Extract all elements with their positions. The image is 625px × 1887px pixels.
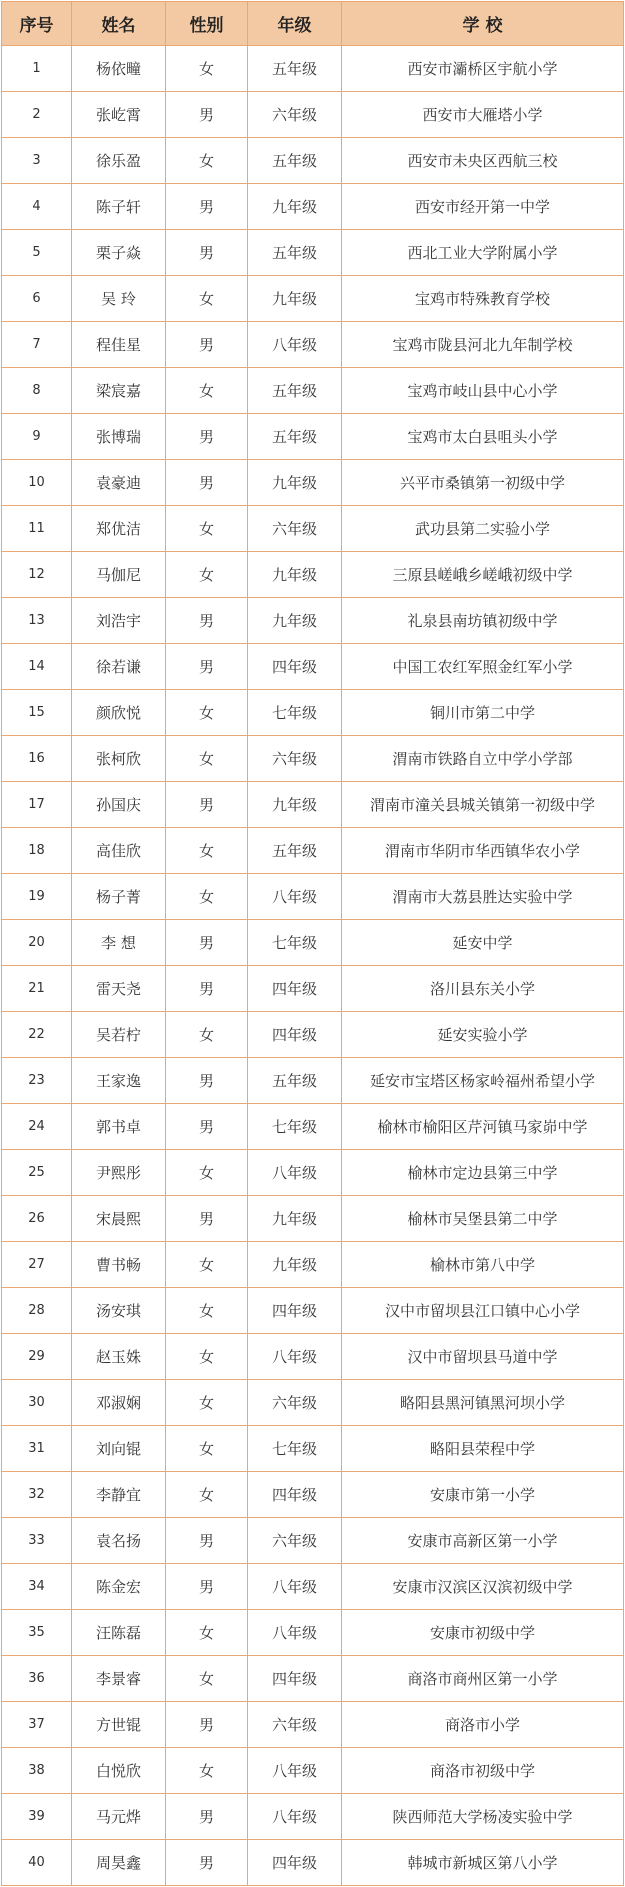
header-grade: 年级 bbox=[248, 2, 342, 46]
cell-school: 榆林市榆阳区芹河镇马家峁中学 bbox=[342, 1104, 624, 1150]
cell-no: 30 bbox=[2, 1380, 72, 1426]
cell-no: 29 bbox=[2, 1334, 72, 1380]
cell-no: 5 bbox=[2, 230, 72, 276]
cell-school: 宝鸡市陇县河北九年制学校 bbox=[342, 322, 624, 368]
header-name: 姓名 bbox=[72, 2, 166, 46]
cell-no: 35 bbox=[2, 1610, 72, 1656]
cell-grade: 六年级 bbox=[248, 1702, 342, 1748]
cell-name: 李 想 bbox=[72, 920, 166, 966]
cell-name: 袁豪迪 bbox=[72, 460, 166, 506]
cell-gender: 男 bbox=[166, 782, 248, 828]
cell-gender: 男 bbox=[166, 414, 248, 460]
header-gender: 性别 bbox=[166, 2, 248, 46]
cell-school: 宝鸡市岐山县中心小学 bbox=[342, 368, 624, 414]
cell-name: 刘向锟 bbox=[72, 1426, 166, 1472]
cell-gender: 男 bbox=[166, 1196, 248, 1242]
cell-gender: 男 bbox=[166, 184, 248, 230]
cell-school: 商洛市小学 bbox=[342, 1702, 624, 1748]
cell-name: 栗子焱 bbox=[72, 230, 166, 276]
cell-school: 武功县第二实验小学 bbox=[342, 506, 624, 552]
cell-gender: 男 bbox=[166, 460, 248, 506]
cell-school: 略阳县黑河镇黑河坝小学 bbox=[342, 1380, 624, 1426]
table-row bbox=[2, 1702, 624, 1748]
cell-grade: 六年级 bbox=[248, 1380, 342, 1426]
cell-no: 15 bbox=[2, 690, 72, 736]
table-row bbox=[2, 1564, 624, 1610]
cell-name: 李景睿 bbox=[72, 1656, 166, 1702]
cell-no: 32 bbox=[2, 1472, 72, 1518]
table-row bbox=[2, 1840, 624, 1886]
cell-gender: 男 bbox=[166, 920, 248, 966]
cell-grade: 五年级 bbox=[248, 1058, 342, 1104]
cell-no: 24 bbox=[2, 1104, 72, 1150]
table-row bbox=[2, 828, 624, 874]
cell-name: 汤安琪 bbox=[72, 1288, 166, 1334]
cell-no: 7 bbox=[2, 322, 72, 368]
cell-name: 张屹霄 bbox=[72, 92, 166, 138]
student-roster-table bbox=[1, 1, 624, 1886]
table-row bbox=[2, 736, 624, 782]
cell-gender: 男 bbox=[166, 1564, 248, 1610]
cell-gender: 男 bbox=[166, 92, 248, 138]
cell-name: 颜欣悦 bbox=[72, 690, 166, 736]
cell-name: 孙国庆 bbox=[72, 782, 166, 828]
cell-school: 榆林市吴堡县第二中学 bbox=[342, 1196, 624, 1242]
cell-gender: 女 bbox=[166, 1242, 248, 1288]
cell-school: 汉中市留坝县马道中学 bbox=[342, 1334, 624, 1380]
cell-no: 1 bbox=[2, 46, 72, 92]
cell-name: 郭书卓 bbox=[72, 1104, 166, 1150]
table-row bbox=[2, 966, 624, 1012]
cell-grade: 九年级 bbox=[248, 598, 342, 644]
cell-gender: 女 bbox=[166, 1748, 248, 1794]
cell-name: 张博瑞 bbox=[72, 414, 166, 460]
cell-name: 程佳星 bbox=[72, 322, 166, 368]
cell-grade: 四年级 bbox=[248, 644, 342, 690]
cell-gender: 男 bbox=[166, 322, 248, 368]
cell-name: 宋晨熙 bbox=[72, 1196, 166, 1242]
cell-no: 14 bbox=[2, 644, 72, 690]
cell-grade: 四年级 bbox=[248, 1012, 342, 1058]
table-body bbox=[2, 46, 624, 1886]
cell-school: 西安市未央区西航三校 bbox=[342, 138, 624, 184]
cell-gender: 女 bbox=[166, 1334, 248, 1380]
cell-grade: 九年级 bbox=[248, 460, 342, 506]
cell-gender: 女 bbox=[166, 1012, 248, 1058]
cell-grade: 六年级 bbox=[248, 1518, 342, 1564]
table-row bbox=[2, 874, 624, 920]
table-row bbox=[2, 506, 624, 552]
cell-gender: 男 bbox=[166, 230, 248, 276]
cell-name: 刘浩宇 bbox=[72, 598, 166, 644]
cell-no: 36 bbox=[2, 1656, 72, 1702]
table-row bbox=[2, 1150, 624, 1196]
cell-grade: 八年级 bbox=[248, 322, 342, 368]
cell-name: 雷天尧 bbox=[72, 966, 166, 1012]
table-row bbox=[2, 1380, 624, 1426]
cell-school: 渭南市铁路自立中学小学部 bbox=[342, 736, 624, 782]
cell-school: 洛川县东关小学 bbox=[342, 966, 624, 1012]
cell-no: 19 bbox=[2, 874, 72, 920]
cell-no: 20 bbox=[2, 920, 72, 966]
cell-name: 赵玉姝 bbox=[72, 1334, 166, 1380]
table-row bbox=[2, 1196, 624, 1242]
cell-no: 8 bbox=[2, 368, 72, 414]
table-row bbox=[2, 1610, 624, 1656]
cell-grade: 四年级 bbox=[248, 966, 342, 1012]
cell-name: 邓淑娴 bbox=[72, 1380, 166, 1426]
cell-gender: 女 bbox=[166, 1380, 248, 1426]
header-row bbox=[2, 2, 624, 46]
cell-name: 吴若柠 bbox=[72, 1012, 166, 1058]
cell-gender: 女 bbox=[166, 138, 248, 184]
cell-grade: 八年级 bbox=[248, 874, 342, 920]
cell-school: 西安市经开第一中学 bbox=[342, 184, 624, 230]
table-row bbox=[2, 644, 624, 690]
table-row bbox=[2, 230, 624, 276]
cell-name: 梁宸嘉 bbox=[72, 368, 166, 414]
cell-grade: 八年级 bbox=[248, 1794, 342, 1840]
cell-gender: 男 bbox=[166, 1794, 248, 1840]
table-row bbox=[2, 1656, 624, 1702]
cell-school: 西安市灞桥区宇航小学 bbox=[342, 46, 624, 92]
cell-school: 陕西师范大学杨凌实验中学 bbox=[342, 1794, 624, 1840]
cell-grade: 八年级 bbox=[248, 1610, 342, 1656]
cell-no: 21 bbox=[2, 966, 72, 1012]
cell-school: 商洛市初级中学 bbox=[342, 1748, 624, 1794]
cell-school: 宝鸡市太白县咀头小学 bbox=[342, 414, 624, 460]
cell-no: 11 bbox=[2, 506, 72, 552]
cell-name: 郑优洁 bbox=[72, 506, 166, 552]
cell-gender: 男 bbox=[166, 644, 248, 690]
cell-name: 吴 玲 bbox=[72, 276, 166, 322]
table-row bbox=[2, 552, 624, 598]
cell-no: 34 bbox=[2, 1564, 72, 1610]
cell-gender: 女 bbox=[166, 1426, 248, 1472]
cell-school: 西安市大雁塔小学 bbox=[342, 92, 624, 138]
cell-name: 杨子菁 bbox=[72, 874, 166, 920]
cell-grade: 五年级 bbox=[248, 230, 342, 276]
cell-school: 安康市汉滨区汉滨初级中学 bbox=[342, 1564, 624, 1610]
cell-grade: 六年级 bbox=[248, 506, 342, 552]
cell-gender: 女 bbox=[166, 1656, 248, 1702]
cell-gender: 男 bbox=[166, 1104, 248, 1150]
table-row bbox=[2, 1058, 624, 1104]
cell-no: 16 bbox=[2, 736, 72, 782]
cell-grade: 四年级 bbox=[248, 1288, 342, 1334]
cell-school: 略阳县荣程中学 bbox=[342, 1426, 624, 1472]
cell-grade: 六年级 bbox=[248, 92, 342, 138]
cell-grade: 七年级 bbox=[248, 690, 342, 736]
cell-gender: 女 bbox=[166, 874, 248, 920]
cell-gender: 男 bbox=[166, 966, 248, 1012]
table-row bbox=[2, 322, 624, 368]
cell-school: 延安中学 bbox=[342, 920, 624, 966]
cell-name: 袁名扬 bbox=[72, 1518, 166, 1564]
cell-grade: 五年级 bbox=[248, 46, 342, 92]
table-row bbox=[2, 1242, 624, 1288]
cell-grade: 八年级 bbox=[248, 1334, 342, 1380]
cell-gender: 男 bbox=[166, 1840, 248, 1886]
cell-no: 13 bbox=[2, 598, 72, 644]
cell-no: 22 bbox=[2, 1012, 72, 1058]
cell-gender: 男 bbox=[166, 1702, 248, 1748]
table-row bbox=[2, 1334, 624, 1380]
cell-grade: 九年级 bbox=[248, 184, 342, 230]
cell-gender: 女 bbox=[166, 828, 248, 874]
cell-no: 3 bbox=[2, 138, 72, 184]
cell-school: 渭南市潼关县城关镇第一初级中学 bbox=[342, 782, 624, 828]
cell-no: 6 bbox=[2, 276, 72, 322]
cell-no: 27 bbox=[2, 1242, 72, 1288]
cell-school: 渭南市大荔县胜达实验中学 bbox=[342, 874, 624, 920]
cell-no: 28 bbox=[2, 1288, 72, 1334]
cell-name: 马伽尼 bbox=[72, 552, 166, 598]
table-row bbox=[2, 46, 624, 92]
cell-no: 18 bbox=[2, 828, 72, 874]
cell-grade: 七年级 bbox=[248, 1426, 342, 1472]
table-row bbox=[2, 1104, 624, 1150]
cell-grade: 五年级 bbox=[248, 828, 342, 874]
table-row bbox=[2, 138, 624, 184]
cell-name: 马元烨 bbox=[72, 1794, 166, 1840]
cell-grade: 四年级 bbox=[248, 1840, 342, 1886]
table-header bbox=[2, 2, 624, 46]
cell-name: 杨依疃 bbox=[72, 46, 166, 92]
cell-no: 2 bbox=[2, 92, 72, 138]
cell-no: 26 bbox=[2, 1196, 72, 1242]
cell-gender: 男 bbox=[166, 598, 248, 644]
cell-school: 宝鸡市特殊教育学校 bbox=[342, 276, 624, 322]
cell-name: 白悦欣 bbox=[72, 1748, 166, 1794]
cell-no: 25 bbox=[2, 1150, 72, 1196]
cell-gender: 男 bbox=[166, 1518, 248, 1564]
cell-gender: 女 bbox=[166, 1472, 248, 1518]
cell-gender: 女 bbox=[166, 368, 248, 414]
cell-name: 徐乐盈 bbox=[72, 138, 166, 184]
table-row bbox=[2, 1518, 624, 1564]
table-row bbox=[2, 184, 624, 230]
cell-grade: 八年级 bbox=[248, 1564, 342, 1610]
cell-school: 铜川市第二中学 bbox=[342, 690, 624, 736]
cell-school: 安康市高新区第一小学 bbox=[342, 1518, 624, 1564]
cell-school: 兴平市桑镇第一初级中学 bbox=[342, 460, 624, 506]
cell-grade: 八年级 bbox=[248, 1150, 342, 1196]
cell-name: 张柯欣 bbox=[72, 736, 166, 782]
cell-school: 延安市宝塔区杨家岭福州希望小学 bbox=[342, 1058, 624, 1104]
cell-name: 周昊鑫 bbox=[72, 1840, 166, 1886]
cell-no: 37 bbox=[2, 1702, 72, 1748]
cell-gender: 女 bbox=[166, 1150, 248, 1196]
cell-name: 王家逸 bbox=[72, 1058, 166, 1104]
cell-name: 陈子轩 bbox=[72, 184, 166, 230]
cell-gender: 女 bbox=[166, 506, 248, 552]
cell-no: 39 bbox=[2, 1794, 72, 1840]
cell-grade: 九年级 bbox=[248, 1242, 342, 1288]
table-row bbox=[2, 414, 624, 460]
table-row bbox=[2, 368, 624, 414]
cell-no: 17 bbox=[2, 782, 72, 828]
cell-gender: 女 bbox=[166, 46, 248, 92]
cell-no: 10 bbox=[2, 460, 72, 506]
table-row bbox=[2, 782, 624, 828]
cell-name: 徐若谦 bbox=[72, 644, 166, 690]
cell-no: 12 bbox=[2, 552, 72, 598]
cell-grade: 七年级 bbox=[248, 1104, 342, 1150]
cell-school: 礼泉县南坊镇初级中学 bbox=[342, 598, 624, 644]
cell-gender: 女 bbox=[166, 690, 248, 736]
table-row bbox=[2, 1288, 624, 1334]
cell-gender: 女 bbox=[166, 552, 248, 598]
cell-school: 延安实验小学 bbox=[342, 1012, 624, 1058]
cell-gender: 女 bbox=[166, 276, 248, 322]
cell-name: 方世锟 bbox=[72, 1702, 166, 1748]
cell-school: 汉中市留坝县江口镇中心小学 bbox=[342, 1288, 624, 1334]
cell-grade: 四年级 bbox=[248, 1472, 342, 1518]
table-row bbox=[2, 690, 624, 736]
table-row bbox=[2, 1472, 624, 1518]
cell-school: 商洛市商州区第一小学 bbox=[342, 1656, 624, 1702]
table-row bbox=[2, 460, 624, 506]
table-row bbox=[2, 920, 624, 966]
cell-school: 安康市初级中学 bbox=[342, 1610, 624, 1656]
cell-no: 23 bbox=[2, 1058, 72, 1104]
header-no: 序号 bbox=[2, 2, 72, 46]
cell-no: 38 bbox=[2, 1748, 72, 1794]
table-row bbox=[2, 1012, 624, 1058]
cell-gender: 女 bbox=[166, 1288, 248, 1334]
cell-grade: 六年级 bbox=[248, 736, 342, 782]
table-row bbox=[2, 1426, 624, 1472]
cell-no: 33 bbox=[2, 1518, 72, 1564]
cell-school: 渭南市华阴市华西镇华农小学 bbox=[342, 828, 624, 874]
cell-school: 韩城市新城区第八小学 bbox=[342, 1840, 624, 1886]
table-row bbox=[2, 276, 624, 322]
cell-name: 高佳欣 bbox=[72, 828, 166, 874]
cell-no: 4 bbox=[2, 184, 72, 230]
cell-grade: 九年级 bbox=[248, 276, 342, 322]
cell-no: 40 bbox=[2, 1840, 72, 1886]
table-row bbox=[2, 598, 624, 644]
cell-name: 陈金宏 bbox=[72, 1564, 166, 1610]
table-row bbox=[2, 1748, 624, 1794]
cell-grade: 五年级 bbox=[248, 368, 342, 414]
cell-name: 曹书畅 bbox=[72, 1242, 166, 1288]
cell-school: 中国工农红军照金红军小学 bbox=[342, 644, 624, 690]
cell-no: 31 bbox=[2, 1426, 72, 1472]
table-row bbox=[2, 92, 624, 138]
cell-school: 榆林市第八中学 bbox=[342, 1242, 624, 1288]
cell-gender: 男 bbox=[166, 1058, 248, 1104]
cell-grade: 九年级 bbox=[248, 782, 342, 828]
cell-school: 榆林市定边县第三中学 bbox=[342, 1150, 624, 1196]
cell-grade: 四年级 bbox=[248, 1656, 342, 1702]
cell-gender: 女 bbox=[166, 1610, 248, 1656]
cell-school: 西北工业大学附属小学 bbox=[342, 230, 624, 276]
header-school: 学 校 bbox=[342, 2, 624, 46]
cell-grade: 九年级 bbox=[248, 552, 342, 598]
cell-school: 三原县嵯峨乡嵯峨初级中学 bbox=[342, 552, 624, 598]
cell-gender: 女 bbox=[166, 736, 248, 782]
cell-grade: 五年级 bbox=[248, 138, 342, 184]
cell-school: 安康市第一小学 bbox=[342, 1472, 624, 1518]
cell-grade: 九年级 bbox=[248, 1196, 342, 1242]
cell-grade: 八年级 bbox=[248, 1748, 342, 1794]
cell-name: 汪陈磊 bbox=[72, 1610, 166, 1656]
cell-name: 尹熙彤 bbox=[72, 1150, 166, 1196]
cell-name: 李静宜 bbox=[72, 1472, 166, 1518]
table-row bbox=[2, 1794, 624, 1840]
cell-grade: 五年级 bbox=[248, 414, 342, 460]
cell-grade: 七年级 bbox=[248, 920, 342, 966]
cell-no: 9 bbox=[2, 414, 72, 460]
